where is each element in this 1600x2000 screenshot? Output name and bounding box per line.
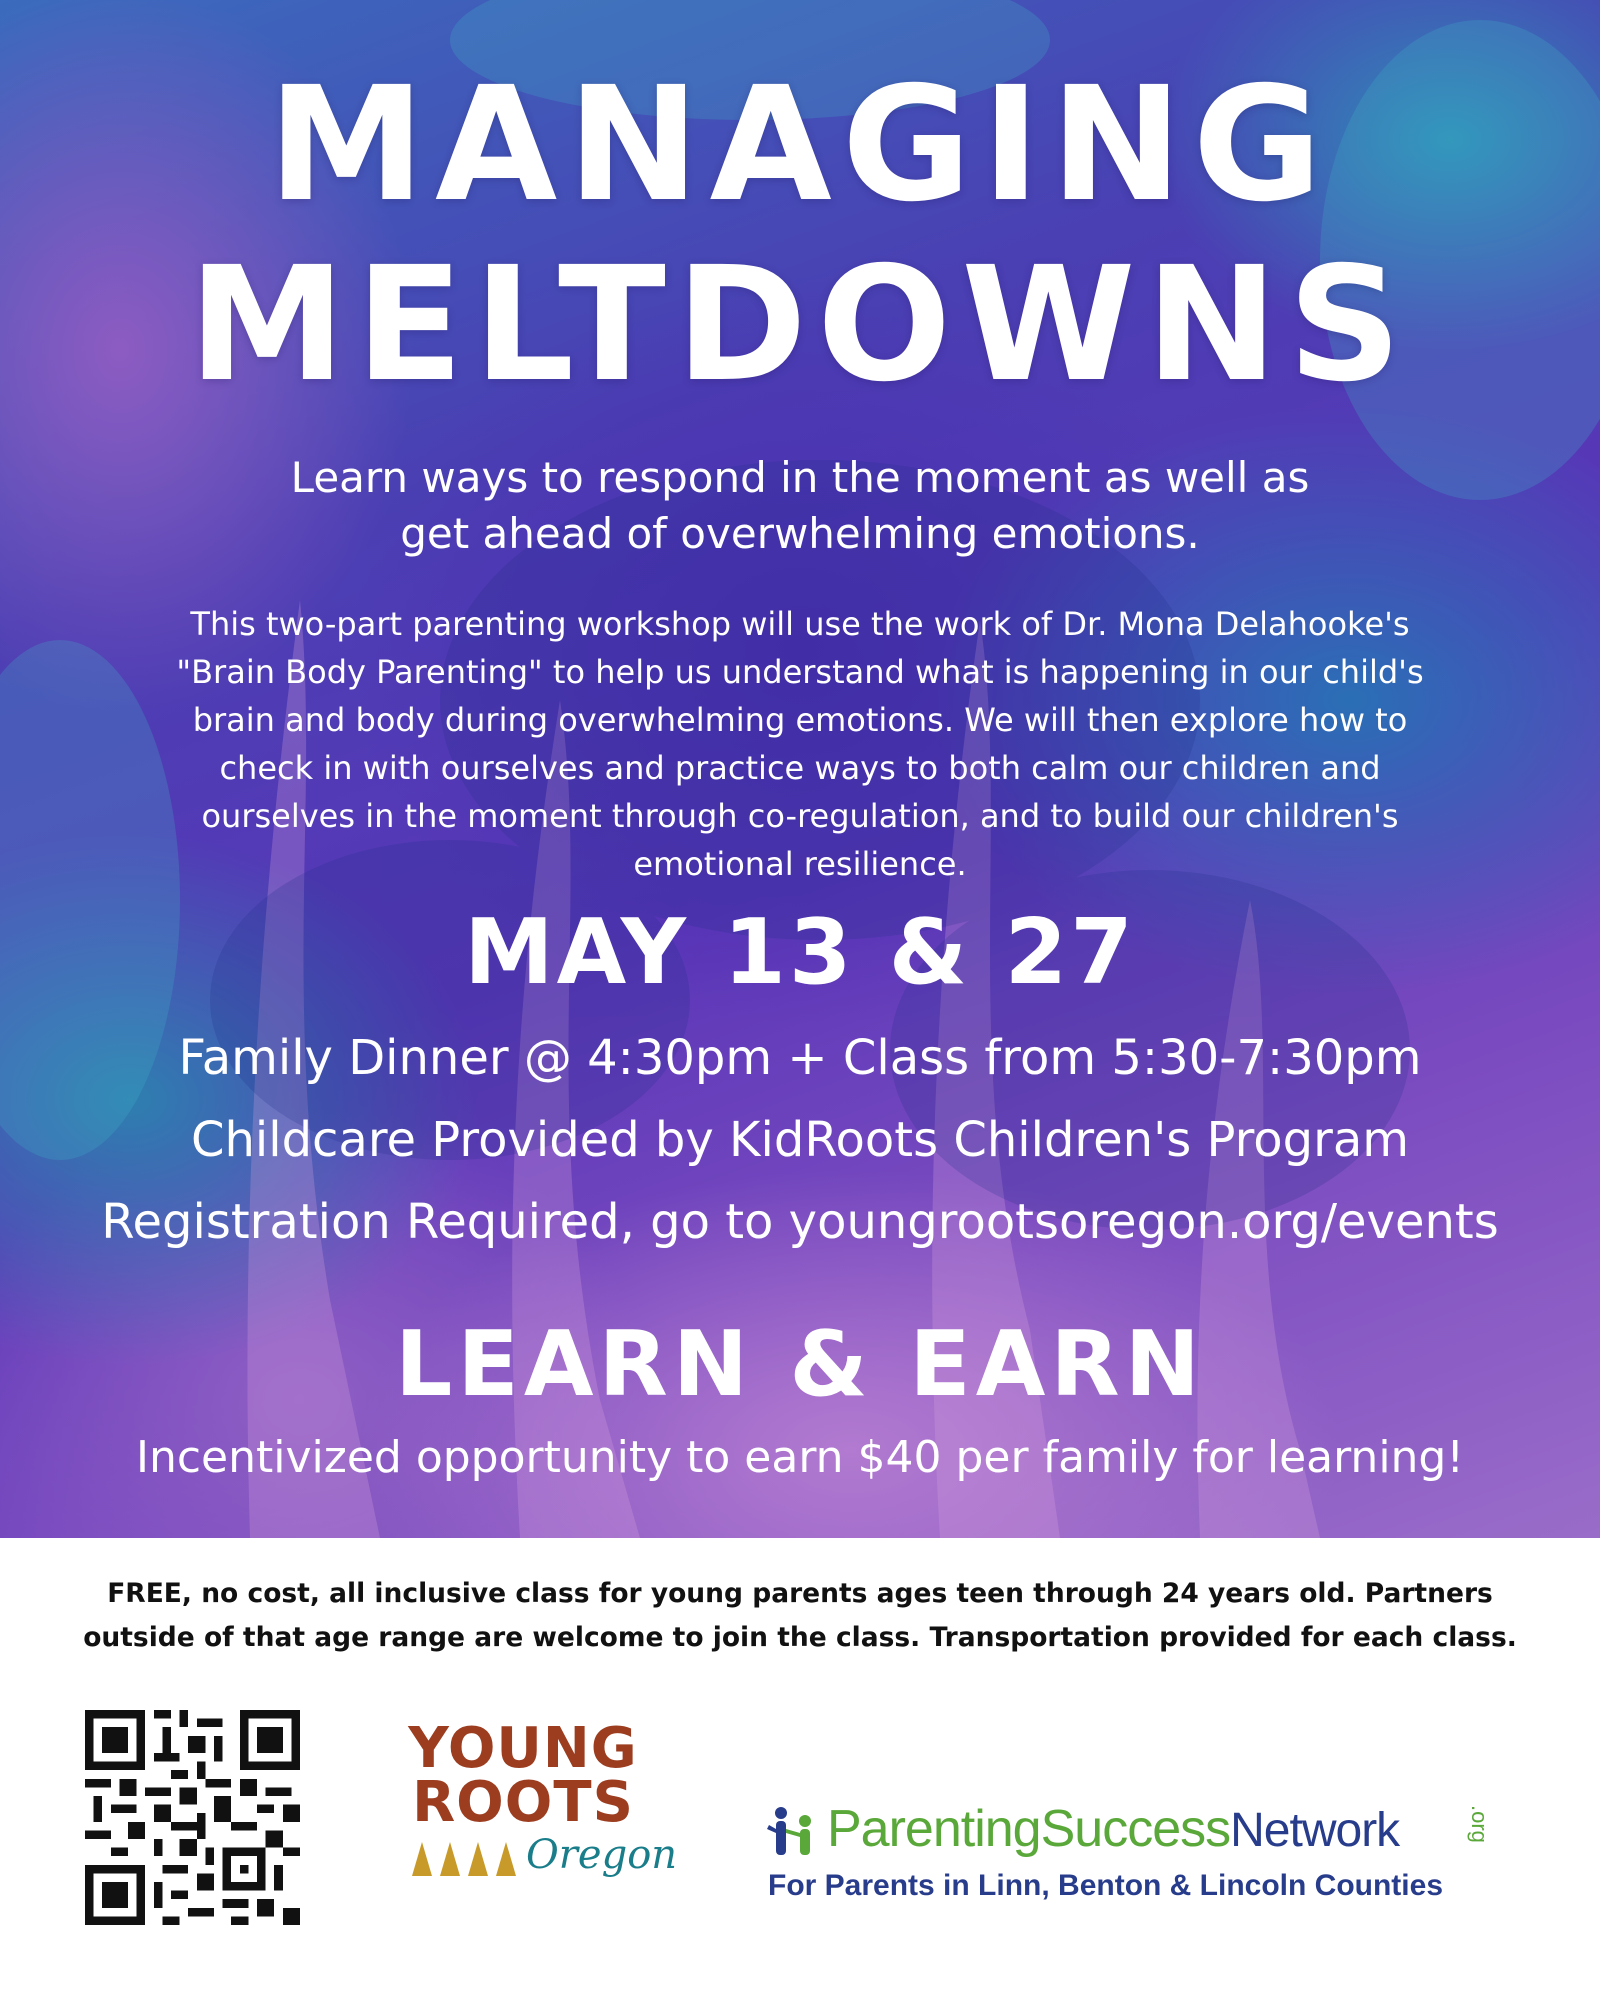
title-line-1: MANAGING [267,53,1333,237]
event-dates: MAY 13 & 27 [464,900,1136,1005]
childcare-info: Childcare Provided by KidRoots Children's Program [190,1112,1410,1168]
description-line: emotional resilience. [633,845,967,883]
psn-tagline: For Parents in Linn, Benton & Lincoln Counties [768,1869,1443,1902]
psn-org-suffix: .org [1467,1805,1492,1843]
description-line: brain and body during overwhelming emotions. We will then explore how to [192,701,1408,739]
notice-line-1: FREE, no cost, all inclusive class for young parents ages teen through 24 years old. Partners [107,1578,1493,1609]
pine-trees-icon [410,1840,530,1880]
logo-roots: ROOTS [412,1770,634,1835]
psn-name-parenting: Parenting [827,1800,1041,1858]
description-line: ourselves in the moment through co-regulation, and to build our children's [201,797,1399,835]
notice-line-2: outside of that age range are welcome to join the class. Transportation provided for each class. [83,1622,1517,1653]
description-line: This two-part parenting workshop will use the work of Dr. Mona Delahooke's [190,605,1410,643]
subtitle-line-2: get ahead of overwhelming emotions. [400,509,1200,558]
description-line: "Brain Body Parenting" to help us understand what is happening in our child's [176,653,1424,691]
psn-name [827,1797,1399,1863]
family-people-icon [765,1803,825,1863]
logo-oregon: Oregon [526,1832,678,1878]
psn-name-success: Success [1040,1800,1231,1858]
eligibility-notice [20,1572,1580,1660]
learn-and-earn-heading: LEARN & EARN [394,1312,1205,1417]
logo-young: YOUNG [408,1716,638,1781]
subtitle-line-1: Learn ways to respond in the moment as well as [290,453,1310,502]
registration-info: Registration Required, go to youngrootsoregon.org/events [101,1194,1499,1250]
description-line: check in with ourselves and practice ways to both calm our children and [219,749,1381,787]
psn-name-network: Network [1230,1804,1400,1857]
qr-code-icon[interactable] [85,1710,300,1925]
dinner-and-class-times: Family Dinner @ 4:30pm + Class from 5:30-7:30pm [178,1030,1422,1086]
workshop-description [70,600,1530,888]
title-line-2: MELTDOWNS [188,233,1412,417]
subtitle [150,450,1450,562]
young-roots-oregon-logo [398,1716,678,1920]
incentive-text: Incentivized opportunity to earn $40 per family for learning! [136,1432,1464,1483]
parenting-success-network-logo [765,1795,1565,1915]
